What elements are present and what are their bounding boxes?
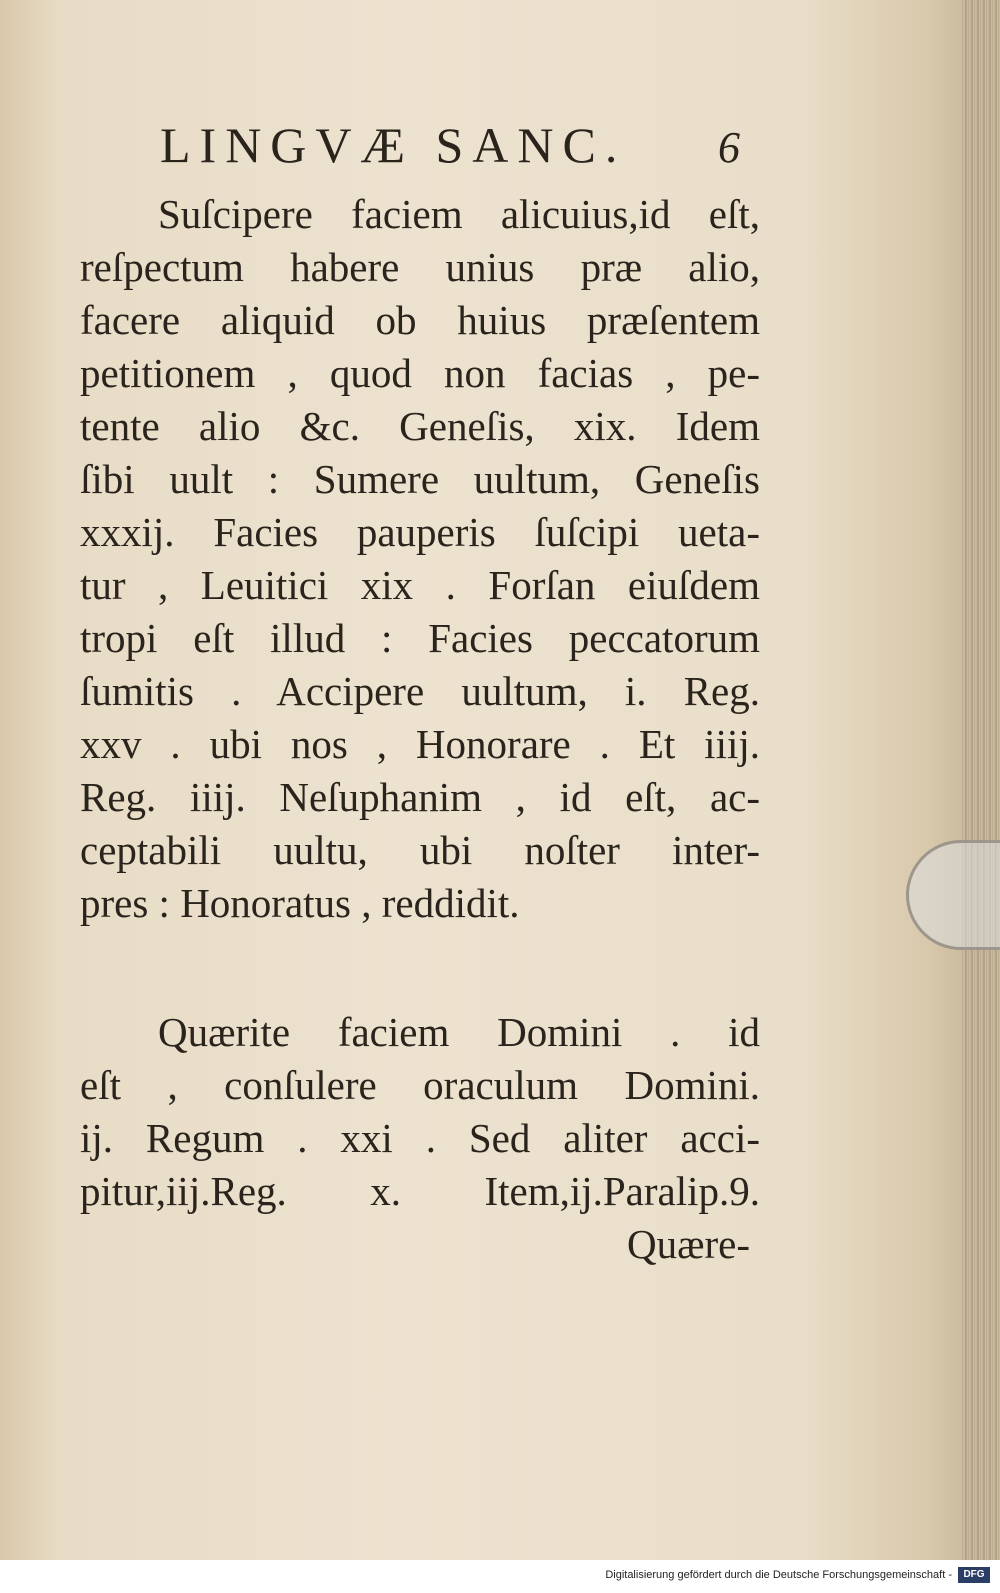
text-block [80,105,760,1271]
footer-credit: Digitalisierung gefördert durch die Deutsche Forschungsgemeinschaft - [605,1569,952,1581]
dfg-logo: DFG [958,1567,990,1583]
text-line: Suſcipere faciem alicuius,id eſt, [158,191,760,237]
text-line: ij. Regum . xxi . Sed aliter acci- [80,1115,760,1161]
text-line: tente alio &c. Geneſis, xix. Idem [80,403,760,449]
text-line: Quærite faciem Domini . id [158,1009,760,1055]
text-line: xxxij. Facies pauperis ſuſcipi ueta- [80,509,760,555]
running-head-title: LINGVÆ SANC. [160,117,627,173]
text-line: tur , Leuitici xix . Forſan eiuſdem [80,562,760,608]
running-head [80,105,760,188]
text-line: petitionem , quod non facias , pe- [80,350,760,396]
text-line: eſt , conſulere oraculum Domini. [80,1062,760,1108]
catchword: Quære- [627,1221,750,1267]
text-line: ceptabili uultu, ubi noſter inter- [80,827,760,873]
paragraph-2 [80,1006,760,1271]
text-line: ſumitis . Accipere uultum, i. Reg. [80,668,760,714]
paragraph-1 [80,188,760,930]
text-line: ſibi uult : Sumere uultum, Geneſis [80,456,760,502]
paragraph-gap [80,930,760,1006]
page-number: 6 [718,123,740,172]
page-edges [962,0,1000,1560]
text-line: pitur,iij.Reg. x. Item,ij.Paralip.9. [80,1168,760,1214]
text-line: Reg. iiij. Neſuphanim , id eſt, ac- [80,774,760,820]
text-line: xxv . ubi nos , Honorare . Et iiij. [80,721,760,767]
text-line: reſpectum habere unius præ alio, [80,244,760,290]
text-line: tropi eſt illud : Facies peccatorum [80,615,760,661]
text-line: pres : Honoratus , reddidit. [80,880,520,926]
footer-bar [0,1560,1000,1593]
text-line: facere aliquid ob huius præſentem [80,297,760,343]
